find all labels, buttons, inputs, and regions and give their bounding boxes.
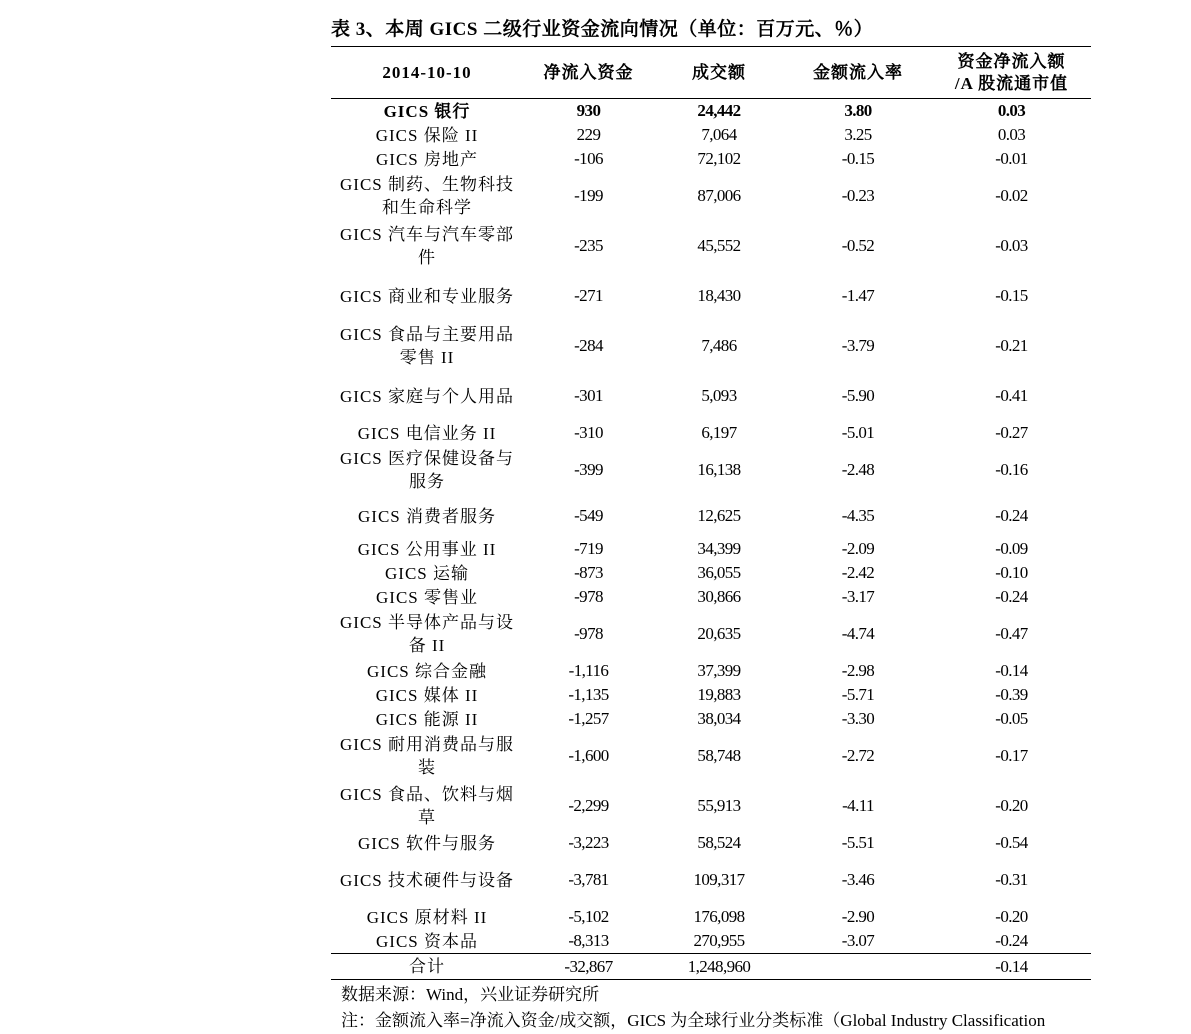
row-turnover: 19,883: [697, 685, 741, 704]
table-row: [331, 421, 1091, 445]
row-net: -271: [574, 286, 603, 305]
total-net: -32,867: [523, 954, 654, 980]
row-net: -873: [574, 563, 603, 582]
row-rate: -5.71: [841, 685, 875, 704]
data-source-note: 数据来源：Wind，兴业证券研究所: [341, 985, 600, 1004]
row-ratio: -0.39: [995, 685, 1028, 704]
row-rate: -3.79: [841, 336, 875, 355]
row-turnover: 7,486: [701, 336, 737, 355]
row-net: -310: [574, 423, 603, 442]
row-rate: -3.46: [841, 870, 875, 889]
table-row: [331, 905, 1091, 929]
table-row: [331, 659, 1091, 683]
row-net: -978: [574, 624, 603, 643]
row-turnover: 176,098: [693, 907, 745, 926]
header-date: 2014-10-10: [331, 47, 523, 99]
row-turnover: 55,913: [697, 796, 741, 815]
row-name: GICS 商业和专业服务: [340, 286, 514, 306]
table-row: [331, 831, 1091, 855]
row-turnover: 20,635: [697, 624, 741, 643]
row-net: -3,223: [568, 833, 609, 852]
total-turnover: 1,248,960: [654, 954, 784, 980]
table-row: [331, 561, 1091, 585]
row-ratio: -0.16: [995, 460, 1028, 479]
footnote: 注：金额流入率=净流入资金/成交额，GICS 为全球行业分类标准（Global Industry Classification: [341, 1011, 1046, 1030]
row-turnover: 58,524: [697, 833, 741, 852]
row-turnover: 30,866: [697, 587, 741, 606]
row-rate: -2.72: [841, 746, 875, 765]
row-net: -5,102: [568, 907, 609, 926]
row-name: GICS 食品与主要用品零售 II: [340, 325, 514, 367]
header-net-inflow: 净流入资金: [523, 47, 654, 99]
row-ratio: -0.05: [995, 709, 1028, 728]
row-ratio: -0.21: [995, 336, 1028, 355]
row-turnover: 16,138: [697, 460, 741, 479]
row-name: GICS 媒体 II: [375, 685, 479, 705]
row-rate: -3.30: [841, 709, 875, 728]
row-ratio: -0.03: [995, 236, 1028, 255]
row-ratio: -0.01: [995, 149, 1028, 168]
row-ratio: -0.02: [995, 186, 1028, 205]
row-rate: -3.17: [841, 587, 875, 606]
table-caption: 表 3、本周 GICS 二级行业资金流向情况（单位：百万元、％）: [331, 19, 874, 40]
row-net: 930: [576, 101, 601, 120]
row-name: GICS 保险 II: [375, 125, 479, 145]
row-turnover: 36,055: [697, 563, 741, 582]
row-name: GICS 运输: [385, 563, 469, 583]
row-rate: -3.07: [841, 931, 875, 950]
row-net: -8,313: [568, 931, 609, 950]
row-net: -301: [574, 386, 603, 405]
total-row: [331, 954, 1091, 980]
table-row: [331, 99, 1091, 124]
row-rate: -1.47: [841, 286, 875, 305]
row-ratio: -0.27: [995, 423, 1028, 442]
row-rate: -4.74: [841, 624, 875, 643]
row-turnover: 34,399: [697, 539, 741, 558]
row-ratio: -0.31: [995, 870, 1028, 889]
row-ratio: 0.03: [997, 101, 1026, 120]
table-row: [331, 171, 1091, 221]
row-ratio: -0.54: [995, 833, 1028, 852]
row-net: -3,781: [568, 870, 609, 889]
row-net: -1,257: [568, 709, 609, 728]
row-name: GICS 医疗保健设备与服务: [340, 449, 514, 491]
row-turnover: 37,399: [697, 661, 741, 680]
table-row: [331, 929, 1091, 954]
row-net: -549: [574, 506, 603, 525]
row-turnover: 109,317: [693, 870, 745, 889]
row-rate: -5.01: [841, 423, 875, 442]
row-ratio: -0.24: [995, 587, 1028, 606]
table-row: [331, 321, 1091, 371]
row-name: GICS 半导体产品与设备 II: [340, 613, 514, 655]
document-page: [331, 14, 1091, 1034]
table-row: [331, 609, 1091, 659]
table-row: [331, 147, 1091, 171]
row-name: GICS 消费者服务: [358, 506, 496, 526]
row-name: GICS 家庭与个人用品: [340, 386, 514, 406]
table-row: [331, 123, 1091, 147]
row-name: GICS 综合金融: [367, 661, 487, 681]
total-ratio: -0.14: [932, 954, 1091, 980]
row-name: GICS 公用事业 II: [357, 539, 497, 559]
row-rate: -4.35: [841, 506, 875, 525]
row-ratio: -0.10: [995, 563, 1028, 582]
table-row: [331, 537, 1091, 561]
row-rate: 3.80: [844, 101, 872, 120]
row-net: -2,299: [568, 796, 609, 815]
row-net: -399: [574, 460, 603, 479]
row-turnover: 45,552: [697, 236, 741, 255]
header-inflow-rate: 金额流入率: [784, 47, 932, 99]
row-net: -235: [574, 236, 603, 255]
row-name: GICS 食品、饮料与烟草: [340, 785, 514, 827]
row-net: -199: [574, 186, 603, 205]
table-row: [331, 683, 1091, 707]
header-ratio-line2: /A 股流通市值: [954, 73, 1069, 93]
row-rate: -0.52: [841, 236, 875, 255]
row-rate: -2.48: [841, 460, 875, 479]
row-net: -978: [574, 587, 603, 606]
row-turnover: 270,955: [693, 931, 745, 950]
row-rate: -2.90: [841, 907, 875, 926]
table-row: [331, 855, 1091, 905]
total-rate: [784, 954, 932, 980]
row-ratio: -0.15: [995, 286, 1028, 305]
total-name: 合计: [331, 954, 523, 980]
row-name: GICS 汽车与汽车零部件: [340, 225, 514, 267]
row-rate: -2.42: [841, 563, 875, 582]
row-net: 229: [576, 125, 601, 144]
row-ratio: -0.09: [995, 539, 1028, 558]
table-header-row: [331, 47, 1091, 99]
row-name: GICS 电信业务 II: [357, 423, 497, 443]
row-turnover: 38,034: [697, 709, 741, 728]
row-name: GICS 制药、生物科技和生命科学: [340, 175, 514, 217]
row-rate: -0.23: [841, 186, 875, 205]
table-row: [331, 781, 1091, 831]
row-ratio: -0.24: [995, 506, 1028, 525]
row-net: -1,135: [568, 685, 609, 704]
table-row: [331, 371, 1091, 421]
row-turnover: 7,064: [701, 125, 737, 144]
table-row: [331, 585, 1091, 609]
row-name: GICS 资本品: [376, 931, 478, 951]
row-name: GICS 银行: [383, 101, 471, 121]
table-row: [331, 271, 1091, 321]
row-net: -1,600: [568, 746, 609, 765]
header-ratio-line1: 资金净流入额: [957, 51, 1066, 71]
row-net: -719: [574, 539, 603, 558]
row-ratio: -0.41: [995, 386, 1028, 405]
row-net: -284: [574, 336, 603, 355]
row-ratio: -0.14: [995, 661, 1028, 680]
row-name: GICS 房地产: [376, 149, 478, 169]
row-turnover: 24,442: [697, 101, 741, 120]
row-rate: -2.09: [841, 539, 875, 558]
row-turnover: 72,102: [697, 149, 741, 168]
header-ratio: [932, 47, 1091, 99]
row-rate: -0.15: [841, 149, 875, 168]
fund-flow-table: [331, 46, 1091, 980]
row-name: GICS 原材料 II: [366, 907, 488, 927]
row-ratio: 0.03: [997, 125, 1026, 144]
row-rate: -2.98: [841, 661, 875, 680]
row-name: GICS 耐用消费品与服装: [340, 735, 514, 777]
row-net: -106: [574, 149, 603, 168]
row-name: GICS 软件与服务: [358, 833, 496, 853]
row-rate: -4.11: [842, 796, 874, 815]
row-turnover: 58,748: [697, 746, 741, 765]
row-rate: -5.51: [841, 833, 875, 852]
table-row: [331, 221, 1091, 271]
row-ratio: -0.24: [995, 931, 1028, 950]
table-row: [331, 445, 1091, 495]
row-ratio: -0.20: [995, 907, 1028, 926]
header-turnover: 成交额: [654, 47, 784, 99]
table-row: [331, 707, 1091, 731]
table-row: [331, 731, 1091, 781]
row-rate: -5.90: [841, 386, 875, 405]
row-ratio: -0.20: [995, 796, 1028, 815]
row-turnover: 12,625: [697, 506, 741, 525]
row-turnover: 5,093: [701, 386, 737, 405]
row-name: GICS 技术硬件与设备: [340, 870, 514, 890]
row-net: -1,116: [568, 661, 609, 680]
row-turnover: 18,430: [697, 286, 741, 305]
row-turnover: 87,006: [697, 186, 741, 205]
row-turnover: 6,197: [701, 423, 737, 442]
row-name: GICS 零售业: [376, 587, 478, 607]
row-rate: 3.25: [844, 125, 872, 144]
row-name: GICS 能源 II: [375, 709, 479, 729]
row-ratio: -0.47: [995, 624, 1028, 643]
row-ratio: -0.17: [995, 746, 1028, 765]
table-row: [331, 495, 1091, 537]
